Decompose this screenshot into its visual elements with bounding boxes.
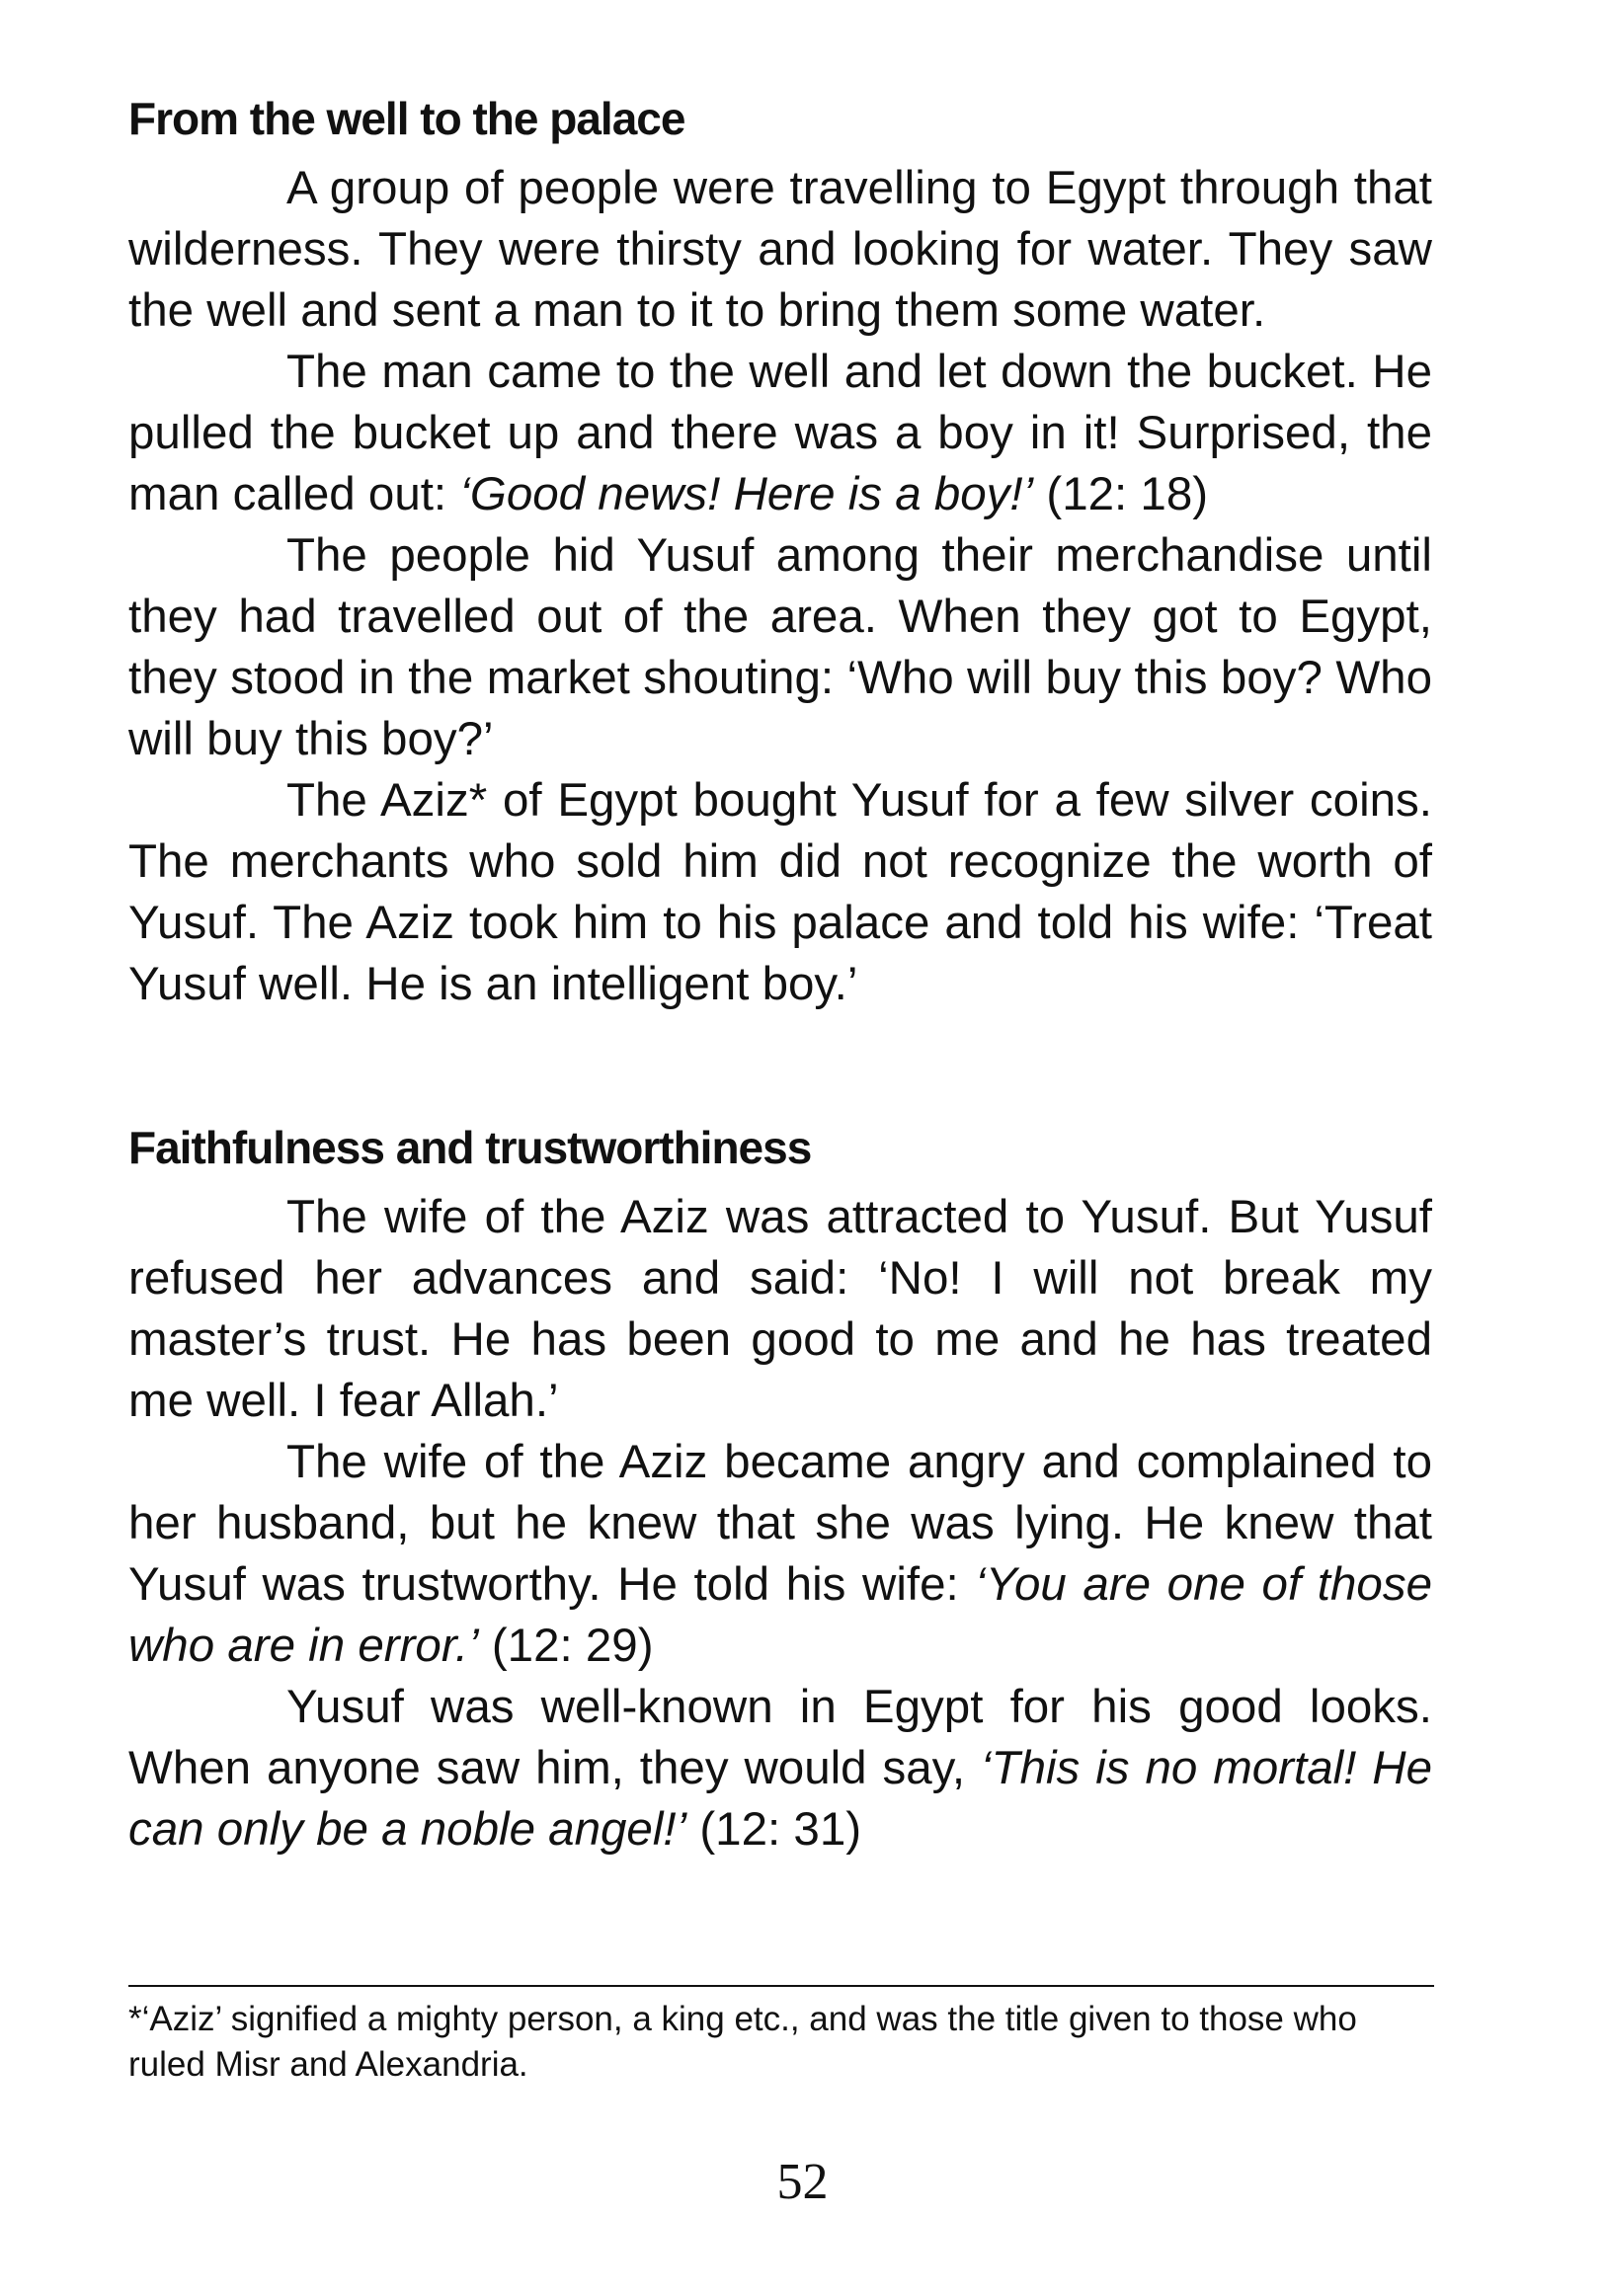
paragraph-text: The wife of the Aziz was attracted to Yusuf. But Yusuf refused her advances and said: ‘No! I will not break my master’s trust. He has been good to me and he has treated me well. I fear Allah.’ — [128, 1191, 1432, 1427]
paragraph — [128, 342, 1432, 525]
paragraph-text: The man came to the well and let down the bucket. He pulled the bucket up and there was a boy in it! Surprised, the man called out: — [128, 346, 1432, 520]
paragraph-text: A group of people were travelling to Egypt through that wilderness. They were thirsty and looking for water. They saw the well and sent a man to it to bring them some water. — [128, 162, 1432, 337]
footnote: *‘Aziz’ signified a mighty person, a king etc., and was the title given to those who ruled Misr and Alexandria. — [128, 2000, 1357, 2084]
paragraph-text: The wife of the Aziz became angry and complained to her husband, but he knew that she was lying. He knew that Yusuf was trustworthy. He told his wife: — [128, 1436, 1432, 1611]
paragraph — [128, 1677, 1432, 1861]
paragraph-text: Yusuf was well-known in Egypt for his good looks. When anyone saw him, they would say, — [128, 1681, 1432, 1794]
verse-reference: (12: 18) — [1033, 468, 1209, 520]
paragraph — [128, 1432, 1432, 1677]
paragraph — [128, 525, 1432, 770]
verse-reference: (12: 29) — [478, 1620, 654, 1672]
quran-quote: ‘You are one of those who are in error.’ — [128, 1558, 1432, 1672]
paragraph-text: The Aziz* of Egypt bought Yusuf for a few silver coins. The merchants who sold him did not recognize the worth of Yusuf. The Aziz took him to his palace and told his wife: ‘Treat Yusuf well. He is an intelligent boy.’ — [128, 774, 1432, 1010]
quran-quote: ‘Good news! Here is a boy!’ — [459, 468, 1034, 520]
section-heading-well-to-palace: From the well to the palace — [128, 93, 685, 144]
verse-reference: (12: 31) — [686, 1803, 862, 1856]
footnote-divider — [128, 1985, 1434, 1987]
paragraph — [128, 1187, 1432, 1432]
paragraph — [128, 770, 1432, 1015]
page-body — [128, 79, 1432, 1861]
page-number: 52 — [776, 2154, 829, 2210]
paragraph-text: The people hid Yusuf among their merchandise until they had travelled out of the area. When they got to Egypt, they stood in the market shouting: ‘Who will buy this boy? Who will buy this boy?’ — [128, 529, 1432, 765]
paragraph — [128, 158, 1432, 342]
section-heading-faithfulness: Faithfulness and trustworthiness — [128, 1122, 812, 1173]
quran-quote: ‘This is no mortal! He can only be a noble angel!’ — [128, 1742, 1432, 1856]
